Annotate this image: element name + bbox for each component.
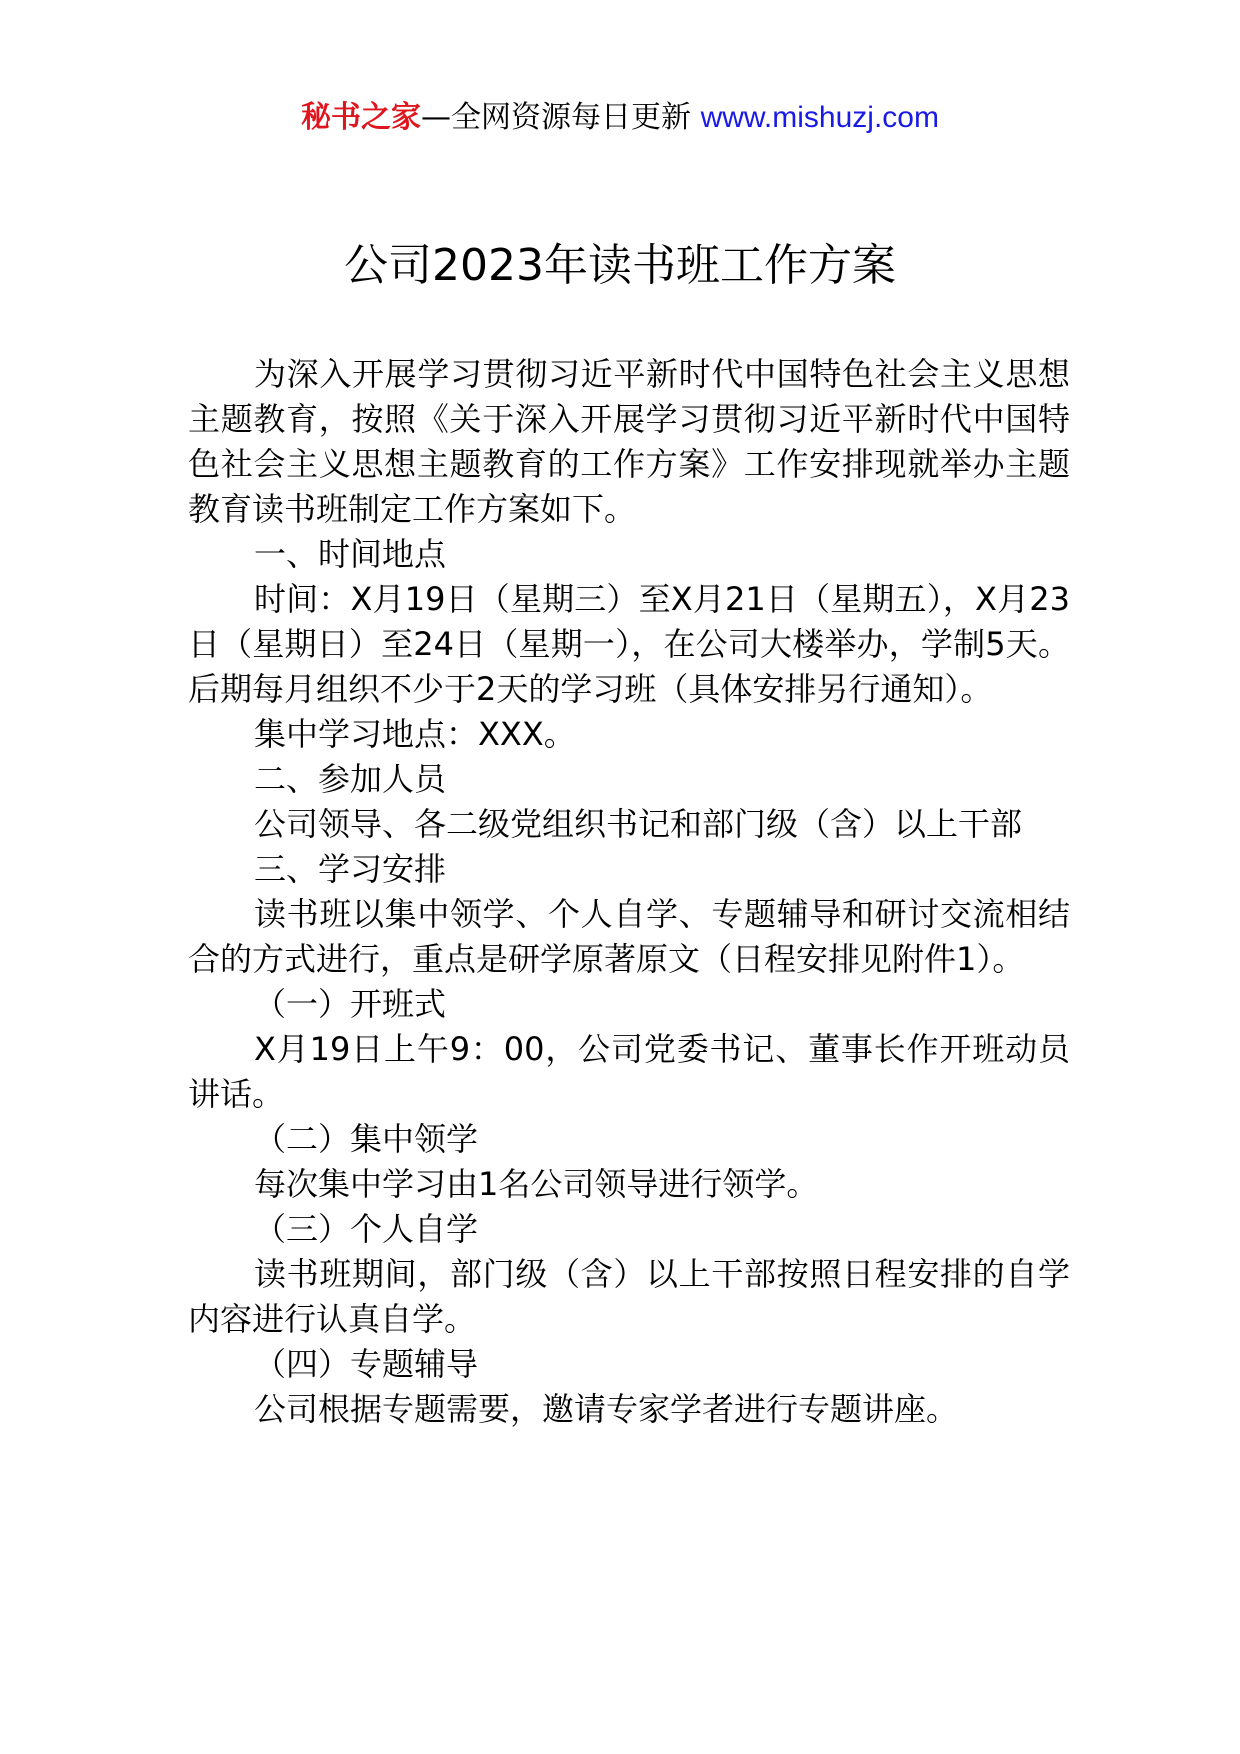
opening-ceremony-paragraph: X月19日上午9：00，公司党委书记、董事长作开班动员讲话。: [188, 1030, 1070, 1113]
subheading-group-study: （二）集中领学: [254, 1120, 479, 1158]
group-study-paragraph: 每次集中学习由1名公司领导进行领学。: [254, 1165, 819, 1203]
site-brand: 秘书之家: [301, 100, 422, 135]
subheading-self-study: （三）个人自学: [254, 1210, 479, 1248]
study-arrangement-paragraph: 读书班以集中领学、个人自学、专题辅导和研讨交流相结合的方式进行，重点是研学原著原文（日程安排见附件1）。: [188, 895, 1070, 978]
section-heading-participants: 二、参加人员: [254, 760, 447, 798]
self-study-paragraph: 读书班期间，部门级（含）以上干部按照日程安排的自学内容进行认真自学。: [188, 1255, 1070, 1338]
time-paragraph: 时间：X月19日（星期三）至X月21日（星期五），X月23日（星期日）至24日（星期一），在公司大楼举办，学制5天。后期每月组织不少于2天的学习班（具体安排另行通知）。: [188, 580, 1070, 708]
intro-paragraph: 为深入开展学习贯彻习近平新时代中国特色社会主义思想主题教育，按照《关于深入开展学习贯彻习近平新时代中国特色社会主义思想主题教育的工作方案》工作安排现就举办主题教育读书班制定工作方案如下。: [188, 355, 1070, 528]
site-tagline: —全网资源每日更新: [421, 100, 701, 135]
subheading-special-lectures: （四）专题辅导: [254, 1345, 479, 1383]
site-url-link[interactable]: www.mishuzj.com: [700, 101, 939, 134]
section-heading-time-location: 一、时间地点: [254, 535, 447, 573]
document-title: 公司2023年读书班工作方案: [344, 240, 896, 291]
section-heading-study-arrangement: 三、学习安排: [254, 850, 447, 888]
special-lectures-paragraph: 公司根据专题需要，邀请专家学者进行专题讲座。: [254, 1390, 959, 1428]
subheading-opening-ceremony: （一）开班式: [254, 985, 447, 1023]
participants-paragraph: 公司领导、各二级党组织书记和部门级（含）以上干部: [254, 805, 1023, 843]
document-body: [188, 352, 1070, 1432]
location-paragraph: 集中学习地点：XXX。: [254, 715, 576, 753]
site-header: [0, 98, 1240, 138]
